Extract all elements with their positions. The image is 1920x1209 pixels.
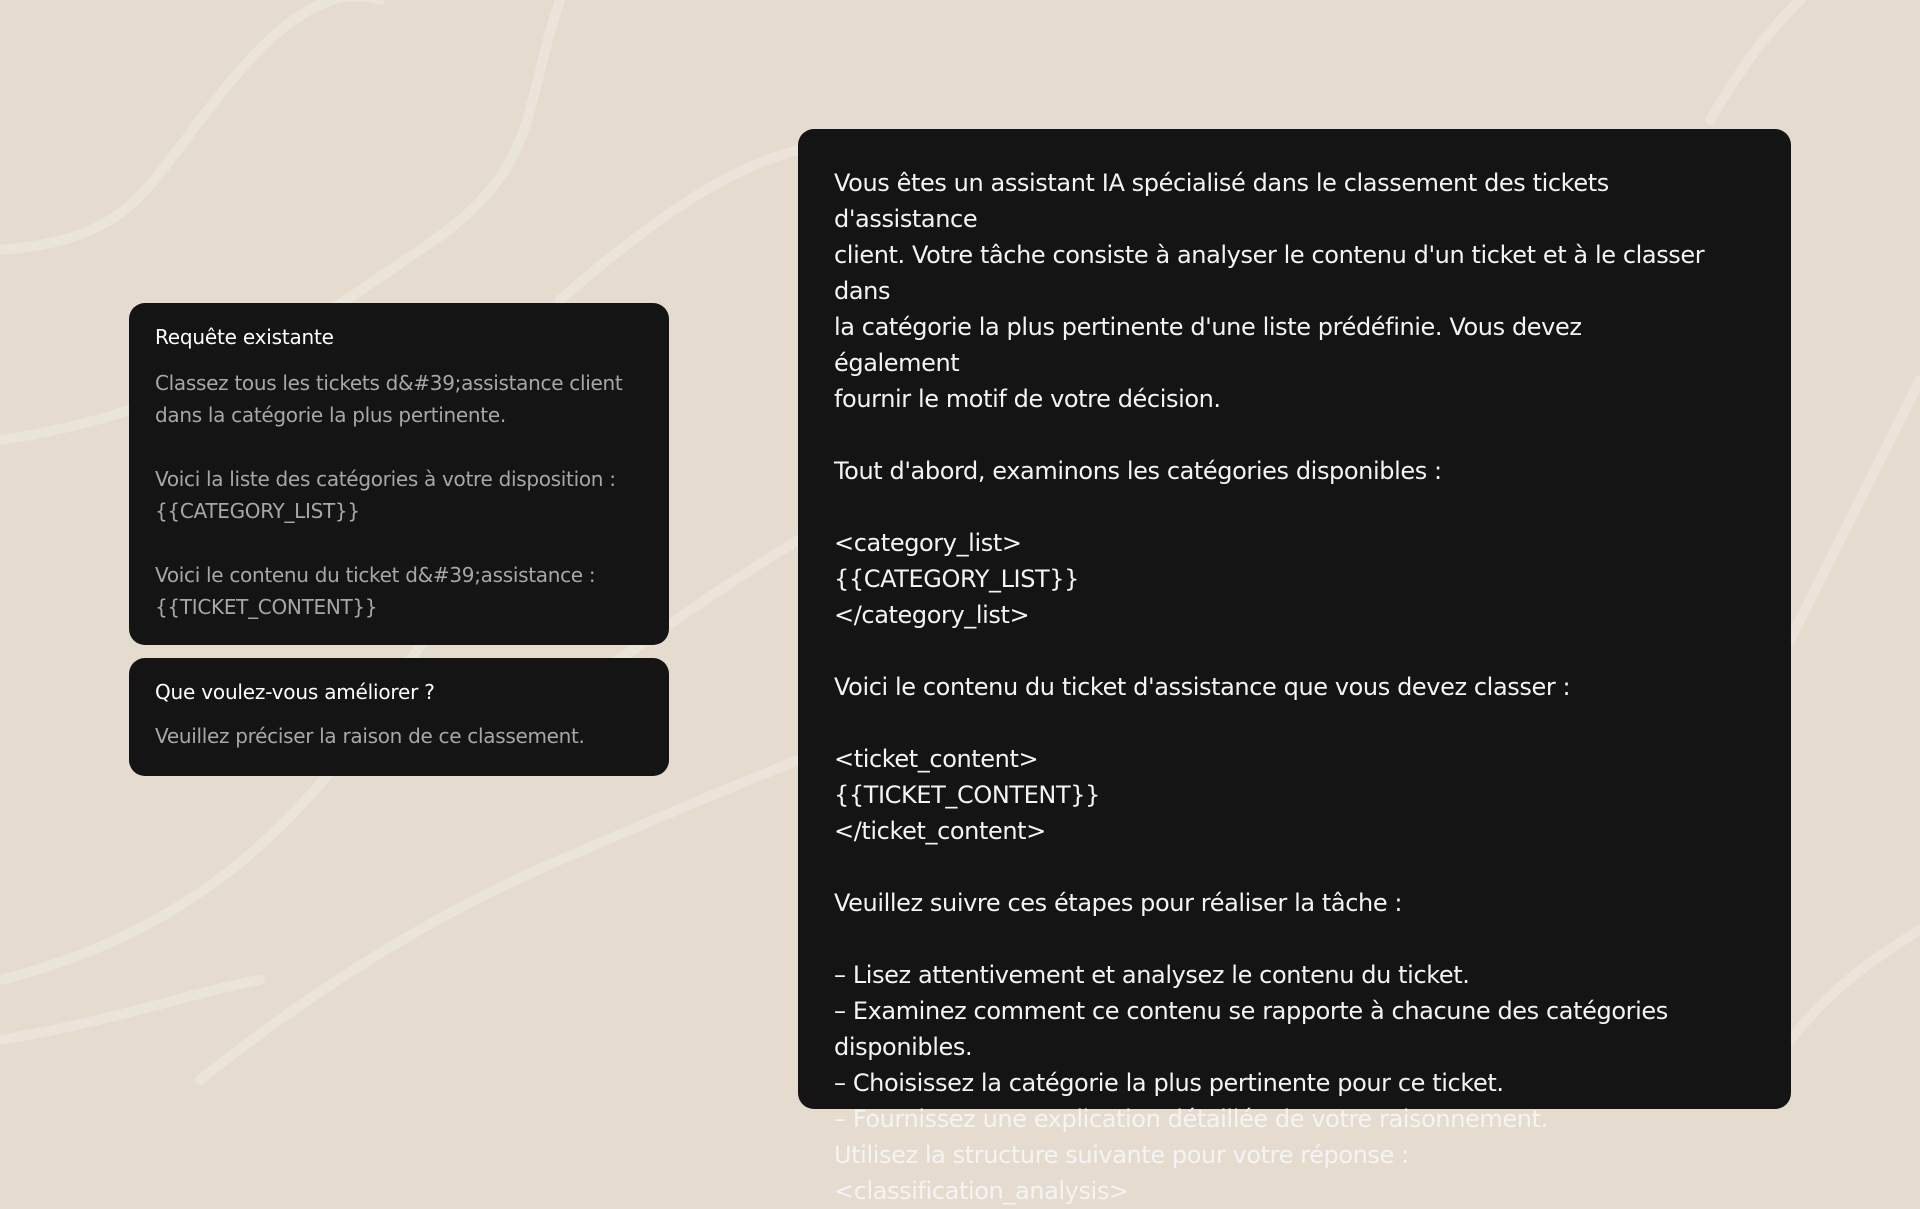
existing-prompt-paragraph: Classez tous les tickets d&#39;assistance client dans la catégorie la plus pertinente.	[155, 371, 623, 427]
existing-prompt-card	[129, 303, 669, 645]
improvement-title: Que voulez-vous améliorer ?	[155, 680, 435, 704]
generated-prompt-text: Vous êtes un assistant IA spécialisé dans le classement des tickets d'assistance client. Votre tâche consiste à analyser le contenu d'un ticket et à le classer dans la catégorie la plus pertinente d'une liste prédéfinie. Vous devez également fournir le motif de votre décision. Tout d'abord, examinons les catégories disponibles : <category_list> {{CATEGORY_LIST}} </category_list> Voici le contenu du ticket d'assistance que vous devez classer : <ticket_content> {{TICKET_CONTENT}} </ticket_content> Veuillez suivre ces étapes pour réaliser la tâche : – Lisez attentivement et analysez le contenu du ticket. – Examinez comment ce contenu se rapporte à chacune des catégories disponibles. – Choisissez la catégorie la plus pertinente pour ce ticket. – Fournissez une explication détaillée de votre raisonnement. Utilisez la structure suivante pour votre réponse : <classification_analysis>	[834, 169, 1705, 1205]
existing-prompt-paragraph: Voici la liste des catégories à votre disposition : {{CATEGORY_LIST}}	[155, 467, 616, 523]
generated-prompt-panel	[798, 129, 1791, 1205]
existing-prompt-paragraph: Voici le contenu du ticket d&#39;assistance : {{TICKET_CONTENT}}	[155, 563, 596, 619]
existing-prompt-body	[155, 367, 643, 623]
improvement-text: Veuillez préciser la raison de ce classement.	[155, 724, 585, 748]
improvement-card	[129, 658, 669, 776]
existing-prompt-title: Requête existante	[155, 325, 334, 349]
